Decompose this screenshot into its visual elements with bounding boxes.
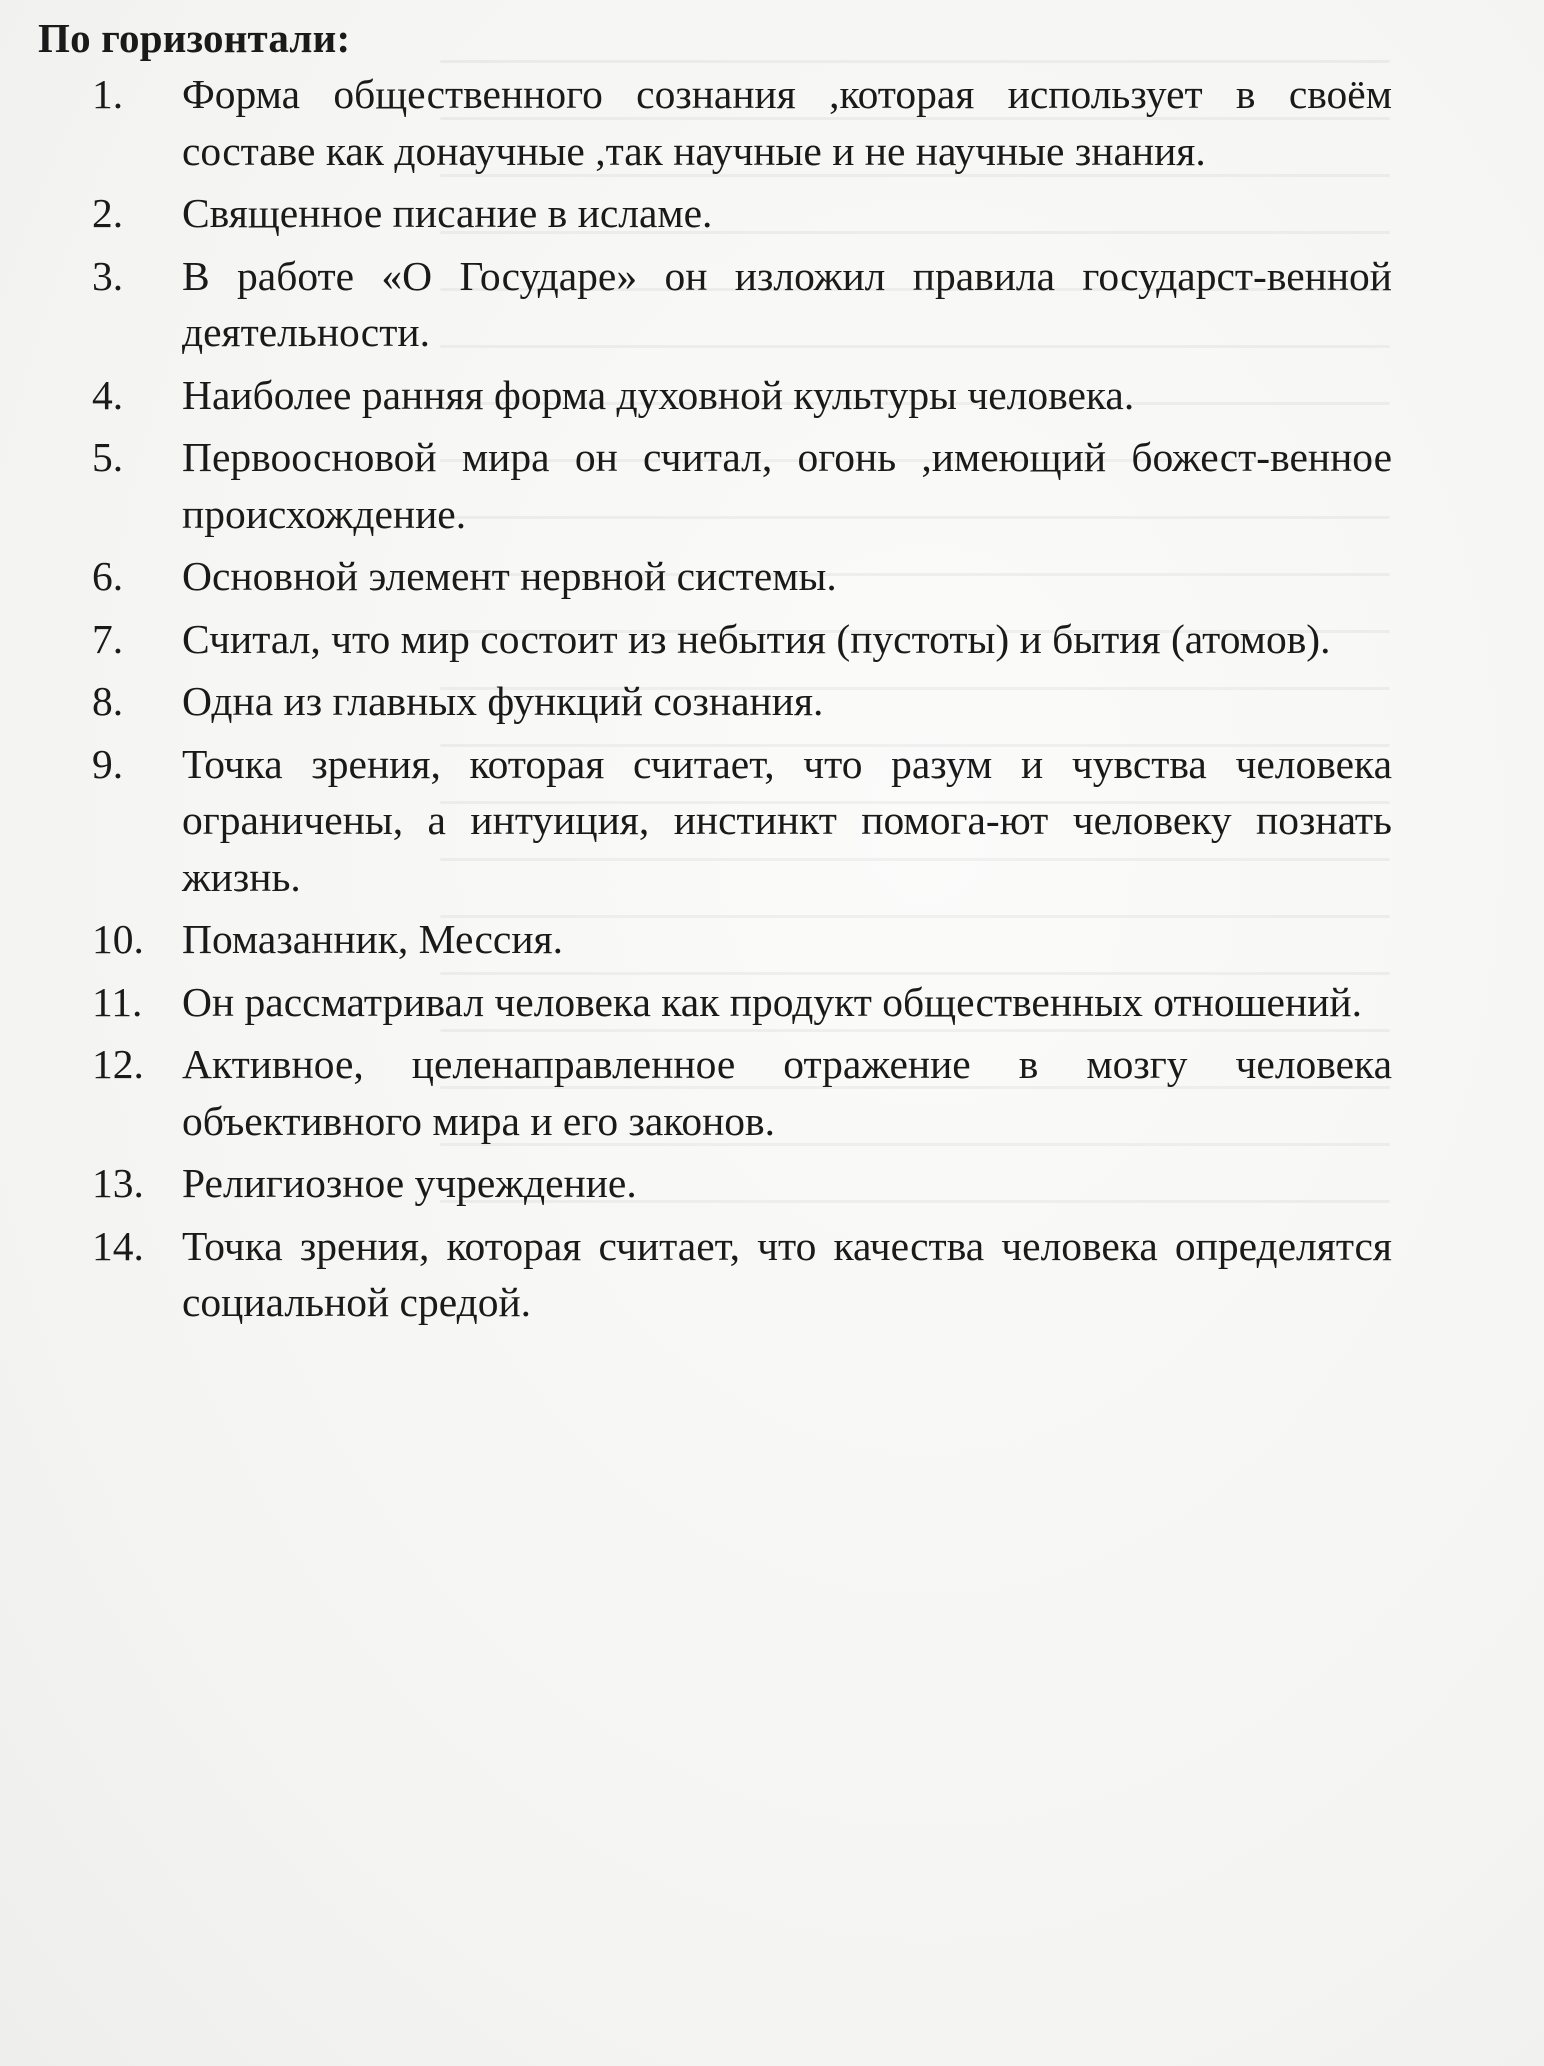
clue-item xyxy=(92,248,1392,361)
clue-text: Точка зрения, которая считает, что разум и чувства человека ограничены, а интуиция, инстинкт помога-ют человеку познать жизнь. xyxy=(182,740,1392,900)
section-heading: По горизонтали: xyxy=(38,15,351,61)
clue-item xyxy=(92,911,1392,968)
clue-item xyxy=(92,1218,1392,1331)
clue-text: В работе «О Государе» он изложил правила государст-венной деятельности. xyxy=(182,252,1392,355)
clue-number: 10. xyxy=(92,916,144,962)
clue-item xyxy=(92,429,1392,542)
clue-text: Считал, что мир состоит из небытия (пустоты) и бытия (атомов). xyxy=(182,615,1331,662)
clue-number: 3. xyxy=(92,252,124,299)
clue-number: 9. xyxy=(92,740,124,787)
clue-list xyxy=(92,66,1392,1337)
clue-item xyxy=(92,548,1392,605)
clue-number: 14. xyxy=(92,1222,144,1269)
clue-number: 8. xyxy=(92,678,124,724)
clue-text: Основной элемент нервной системы. xyxy=(182,553,837,599)
clue-text: Наиболее ранняя форма духовной культуры человека. xyxy=(182,371,1135,418)
clue-item xyxy=(92,66,1392,179)
clue-item xyxy=(92,736,1392,906)
clue-number: 7. xyxy=(92,615,124,662)
clue-number: 11. xyxy=(92,978,143,1025)
clue-number: 13. xyxy=(92,1160,144,1206)
clue-text: Форма общественного сознания ,которая использует в своём составе как донаучные ,так научные и не научные знания. xyxy=(182,71,1392,174)
clue-item xyxy=(92,673,1392,730)
clue-item xyxy=(92,367,1392,424)
clue-text: Он рассматривал человека как продукт общественных отношений. xyxy=(182,978,1362,1025)
clue-item xyxy=(92,611,1392,668)
clue-number: 12. xyxy=(92,1041,144,1087)
clue-text: Одна из главных функций сознания. xyxy=(182,678,824,724)
clue-number: 5. xyxy=(92,434,124,480)
clue-number: 2. xyxy=(92,190,124,236)
clue-number: 6. xyxy=(92,553,124,599)
clue-item xyxy=(92,185,1392,242)
clue-item xyxy=(92,1155,1392,1212)
clue-text: Помазанник, Мессия. xyxy=(182,916,563,962)
clue-item xyxy=(92,974,1392,1031)
clue-text: Религиозное учреждение. xyxy=(182,1160,637,1206)
clue-item xyxy=(92,1036,1392,1149)
clue-number: 4. xyxy=(92,371,124,418)
clue-text: Первоосновой мира он считал, огонь ,имеющий божест-венное происхождение. xyxy=(182,434,1392,537)
clue-number: 1. xyxy=(92,71,124,117)
clue-text: Активное, целенаправленное отражение в мозгу человека объективного мира и его законов. xyxy=(182,1041,1392,1144)
clue-text: Точка зрения, которая считает, что качества человека определятся социальной средой. xyxy=(182,1222,1392,1325)
clue-text: Священное писание в исламе. xyxy=(182,190,713,236)
